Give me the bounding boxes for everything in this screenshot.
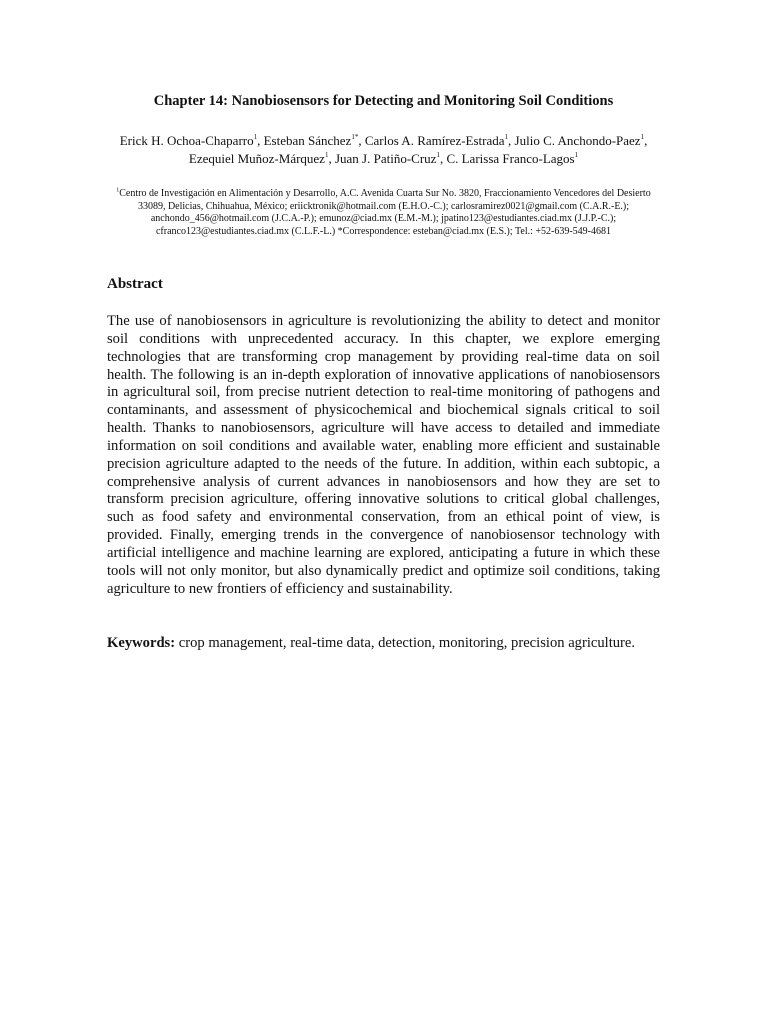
author-name: Ezequiel Muñoz-Márquez (188, 151, 325, 166)
affiliation-line: cfranco123@estudiantes.ciad.mx (C.L.F.-L.) *Correspondence: esteban@ciad.mx (E.S.); Tel.: +52-639-549-4681 (155, 225, 612, 237)
author-name: C. Larissa Franco-Lagos (446, 151, 575, 166)
author-name: Juan J. Patiño-Cruz (334, 151, 437, 166)
author-name: Esteban Sánchez (263, 133, 352, 148)
author-separator: , (644, 133, 648, 148)
author-line-1 (120, 133, 648, 148)
author-line-2 (189, 151, 578, 166)
author-list (107, 132, 660, 168)
author-affiliation-mark: 1 (504, 132, 509, 141)
author-name: Julio C. Anchondo-Paez (514, 133, 641, 148)
author-affiliation-mark: 1 (253, 132, 258, 141)
keywords-text: crop management, real-time data, detection, monitoring, precision agriculture. (175, 635, 636, 651)
author-affiliation-mark: 1 (436, 150, 440, 159)
author-separator: , (328, 151, 335, 166)
abstract-text: The use of nanobiosensors in agriculture is revolutionizing the ability to detect and monitor soil conditions with unprecedented accuracy. In this chapter, we explore emerging technologies that are transforming crop management by providing real-time data on soil health. The following is an in-depth exploration of innovative applications of nanobiosensors in agricultural soil, from precise nutrient detection to real-time monitoring of pathogens and contaminants, and assessment of physicochemical and biochemical signals critical to soil health. Thanks to nanobiosensors, agriculture will have access to detailed and immediate information on soil conditions and available water, enabling more efficient and sustainable precision agriculture adapted to the needs of the future. In addition, within each subtopic, a comprehensive analysis of current advances in nanobiosensors and how they are set to transform precision agriculture, offering innovative solutions to critical global challenges, such as food safety and environmental conservation, from an ethical point of view, is provided. Finally, emerging trends in the convergence of nanobiosensor technology with artificial intelligence and machine learning are explored, anticipating a future in which these tools will not only monitor, but also dynamically predict and optimize soil conditions, taking agriculture to new frontiers of efficiency and sustainability. (107, 313, 660, 597)
chapter-title: Chapter 14: Nanobiosensors for Detecting and Monitoring Soil Conditions (153, 93, 614, 109)
author-separator: , (358, 133, 365, 148)
author-separator: , (439, 151, 447, 166)
author-separator: , (257, 133, 264, 148)
abstract-heading: Abstract (107, 276, 163, 292)
affiliation-line: anchondo_456@hotmail.com (J.C.A.-P.); emunoz@ciad.mx (E.M.-M.); jpatino123@estudiantes.ciad.mx (J.J.P.-C.); (150, 213, 617, 225)
author-affiliation-mark: 1 (640, 132, 645, 141)
author-name: Erick H. Ochoa-Chaparro (119, 133, 254, 148)
author-affiliation-mark: 1 (324, 150, 329, 159)
affiliation-block (107, 188, 660, 238)
keywords-label: Keywords: (107, 635, 176, 651)
author-separator: , (508, 133, 515, 148)
affiliation-line: 33089, Delicias, Chihuahua, México; eriicktronik@hotmail.com (E.H.O.-C.); carlosramirez0021@gmail.com (C.A.R.-E.); (137, 200, 630, 212)
author-affiliation-mark: 1* (351, 132, 359, 141)
keywords-line (107, 634, 660, 652)
author-name: Carlos A. Ramírez-Estrada (364, 133, 505, 148)
affiliation-line: Centro de Investigación en Alimentación y Desarrollo, A.C. Avenida Cuarta Sur No. 3820, Fraccionamiento Vencedores del Desierto (119, 188, 651, 199)
affiliation-mark: 1 (116, 187, 120, 194)
author-affiliation-mark: 1 (574, 150, 579, 159)
